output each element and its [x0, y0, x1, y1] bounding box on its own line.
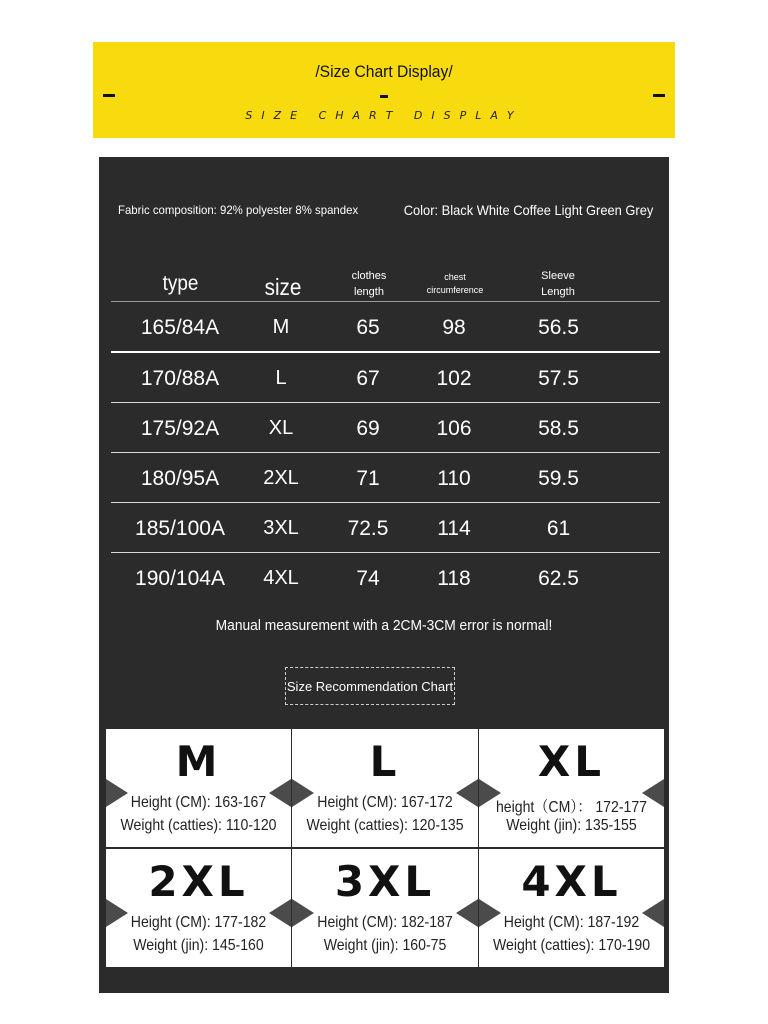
- table-row: [111, 502, 660, 552]
- table-row: [111, 351, 660, 402]
- header-sleeve-length: [523, 268, 593, 300]
- cell-chest: 98: [442, 316, 466, 339]
- cell-type: 170/88A: [140, 367, 220, 390]
- cell-type: 165/84A: [140, 316, 220, 339]
- size-chart-panel: [99, 157, 669, 993]
- size-recommendation-button[interactable]: Size Recommendation Chart: [285, 667, 455, 705]
- recommendation-height: height（CM）： 172-177: [495, 799, 648, 816]
- banner-dash-center: [380, 95, 388, 98]
- cell-length: 67: [356, 367, 380, 390]
- table-row: [111, 402, 660, 452]
- recommendation-weight: Weight (jin): 135-155: [506, 817, 637, 834]
- recommendation-card-4xl: [479, 849, 664, 967]
- cell-chest: 118: [437, 567, 471, 590]
- cell-chest: 106: [436, 417, 472, 440]
- header-chest-line2: circumference: [426, 285, 484, 295]
- cell-chest: 110: [437, 467, 471, 490]
- header-clothes-length-line2: length: [354, 286, 384, 298]
- banner-title: /Size Chart Display/: [315, 62, 453, 81]
- cell-length: 74: [356, 567, 380, 590]
- size-table: [111, 301, 660, 602]
- recommendation-size: 3XL: [334, 857, 436, 906]
- measurement-note: Manual measurement with a 2CM-3CM error is normal!: [215, 617, 553, 634]
- cell-length: 69: [356, 417, 380, 440]
- cell-sleeve: 61: [546, 517, 571, 540]
- cell-sleeve: 57.5: [538, 367, 579, 390]
- cell-sleeve: 59.5: [538, 467, 579, 490]
- recommendation-weight: Weight (catties): 110-120: [120, 817, 277, 834]
- recommendation-card-m: [106, 729, 291, 847]
- cell-size: 4XL: [263, 567, 299, 589]
- cell-type: 190/104A: [135, 567, 225, 590]
- header-size: size: [264, 274, 302, 300]
- recommendation-size: M: [175, 737, 222, 786]
- cell-chest: 114: [437, 517, 471, 540]
- recommendation-height: Height (CM): 182-187: [317, 914, 453, 931]
- cell-size: M: [272, 316, 290, 338]
- recommendation-card-2xl: [106, 849, 291, 967]
- cell-length: 72.5: [347, 517, 389, 540]
- recommendation-size: 4XL: [521, 857, 622, 906]
- recommendation-weight: Weight (catties): 170-190: [492, 937, 651, 954]
- recommendation-height: Height (CM): 163-167: [130, 794, 267, 811]
- cell-chest: 102: [436, 367, 472, 390]
- table-row: [111, 552, 660, 602]
- recommendation-card-3xl: [292, 849, 478, 967]
- recommendation-weight: Weight (jin): 145-160: [133, 937, 264, 954]
- fabric-composition: Fabric composition: 92% polyester 8% spandex: [118, 203, 359, 217]
- recommendation-size: 2XL: [148, 857, 249, 906]
- recommendation-card-xl: [479, 729, 664, 847]
- table-row: [111, 301, 660, 351]
- cell-sleeve: 62.5: [538, 567, 579, 590]
- recommendation-height: Height (CM): 167-172: [317, 794, 453, 811]
- header-clothes-length-line1: clothes: [351, 270, 387, 282]
- size-chart-banner: [93, 42, 675, 138]
- banner-dash-left: [103, 94, 115, 97]
- recommendation-size: L: [369, 737, 401, 786]
- cell-sleeve: 58.5: [538, 417, 579, 440]
- header-clothes-length: [338, 268, 400, 300]
- header-chest-line1: chest: [444, 272, 466, 282]
- cell-type: 180/95A: [140, 467, 220, 490]
- cell-length: 65: [356, 316, 380, 339]
- size-recommendation-grid: [106, 729, 662, 967]
- recommendation-weight: Weight (catties): 120-135: [306, 817, 464, 834]
- cell-type: 175/92A: [140, 417, 220, 440]
- cell-type: 185/100A: [135, 517, 225, 540]
- banner-subtitle: SIZE CHART DISPLAY: [245, 109, 523, 122]
- recommendation-height: Height (CM): 177-182: [130, 914, 267, 931]
- header-sleeve-line2: Length: [541, 286, 575, 298]
- header-type: type: [162, 272, 199, 295]
- cell-size: 3XL: [263, 517, 299, 539]
- cell-length: 71: [356, 467, 380, 490]
- cell-size: 2XL: [263, 467, 299, 489]
- recommendation-height: Height (CM): 187-192: [503, 914, 640, 931]
- recommendation-card-l: [292, 729, 478, 847]
- recommendation-size: XL: [537, 737, 606, 786]
- table-row: [111, 452, 660, 502]
- cell-sleeve: 56.5: [538, 316, 579, 339]
- header-chest-circumference: [415, 271, 495, 297]
- color-options: Color: Black White Coffee Light Green Grey: [403, 202, 653, 218]
- cell-size: XL: [268, 417, 294, 439]
- banner-dash-right: [653, 94, 665, 97]
- recommendation-weight: Weight (jin): 160-75: [323, 937, 447, 954]
- header-sleeve-line1: Sleeve: [541, 270, 575, 282]
- cell-size: L: [275, 367, 287, 389]
